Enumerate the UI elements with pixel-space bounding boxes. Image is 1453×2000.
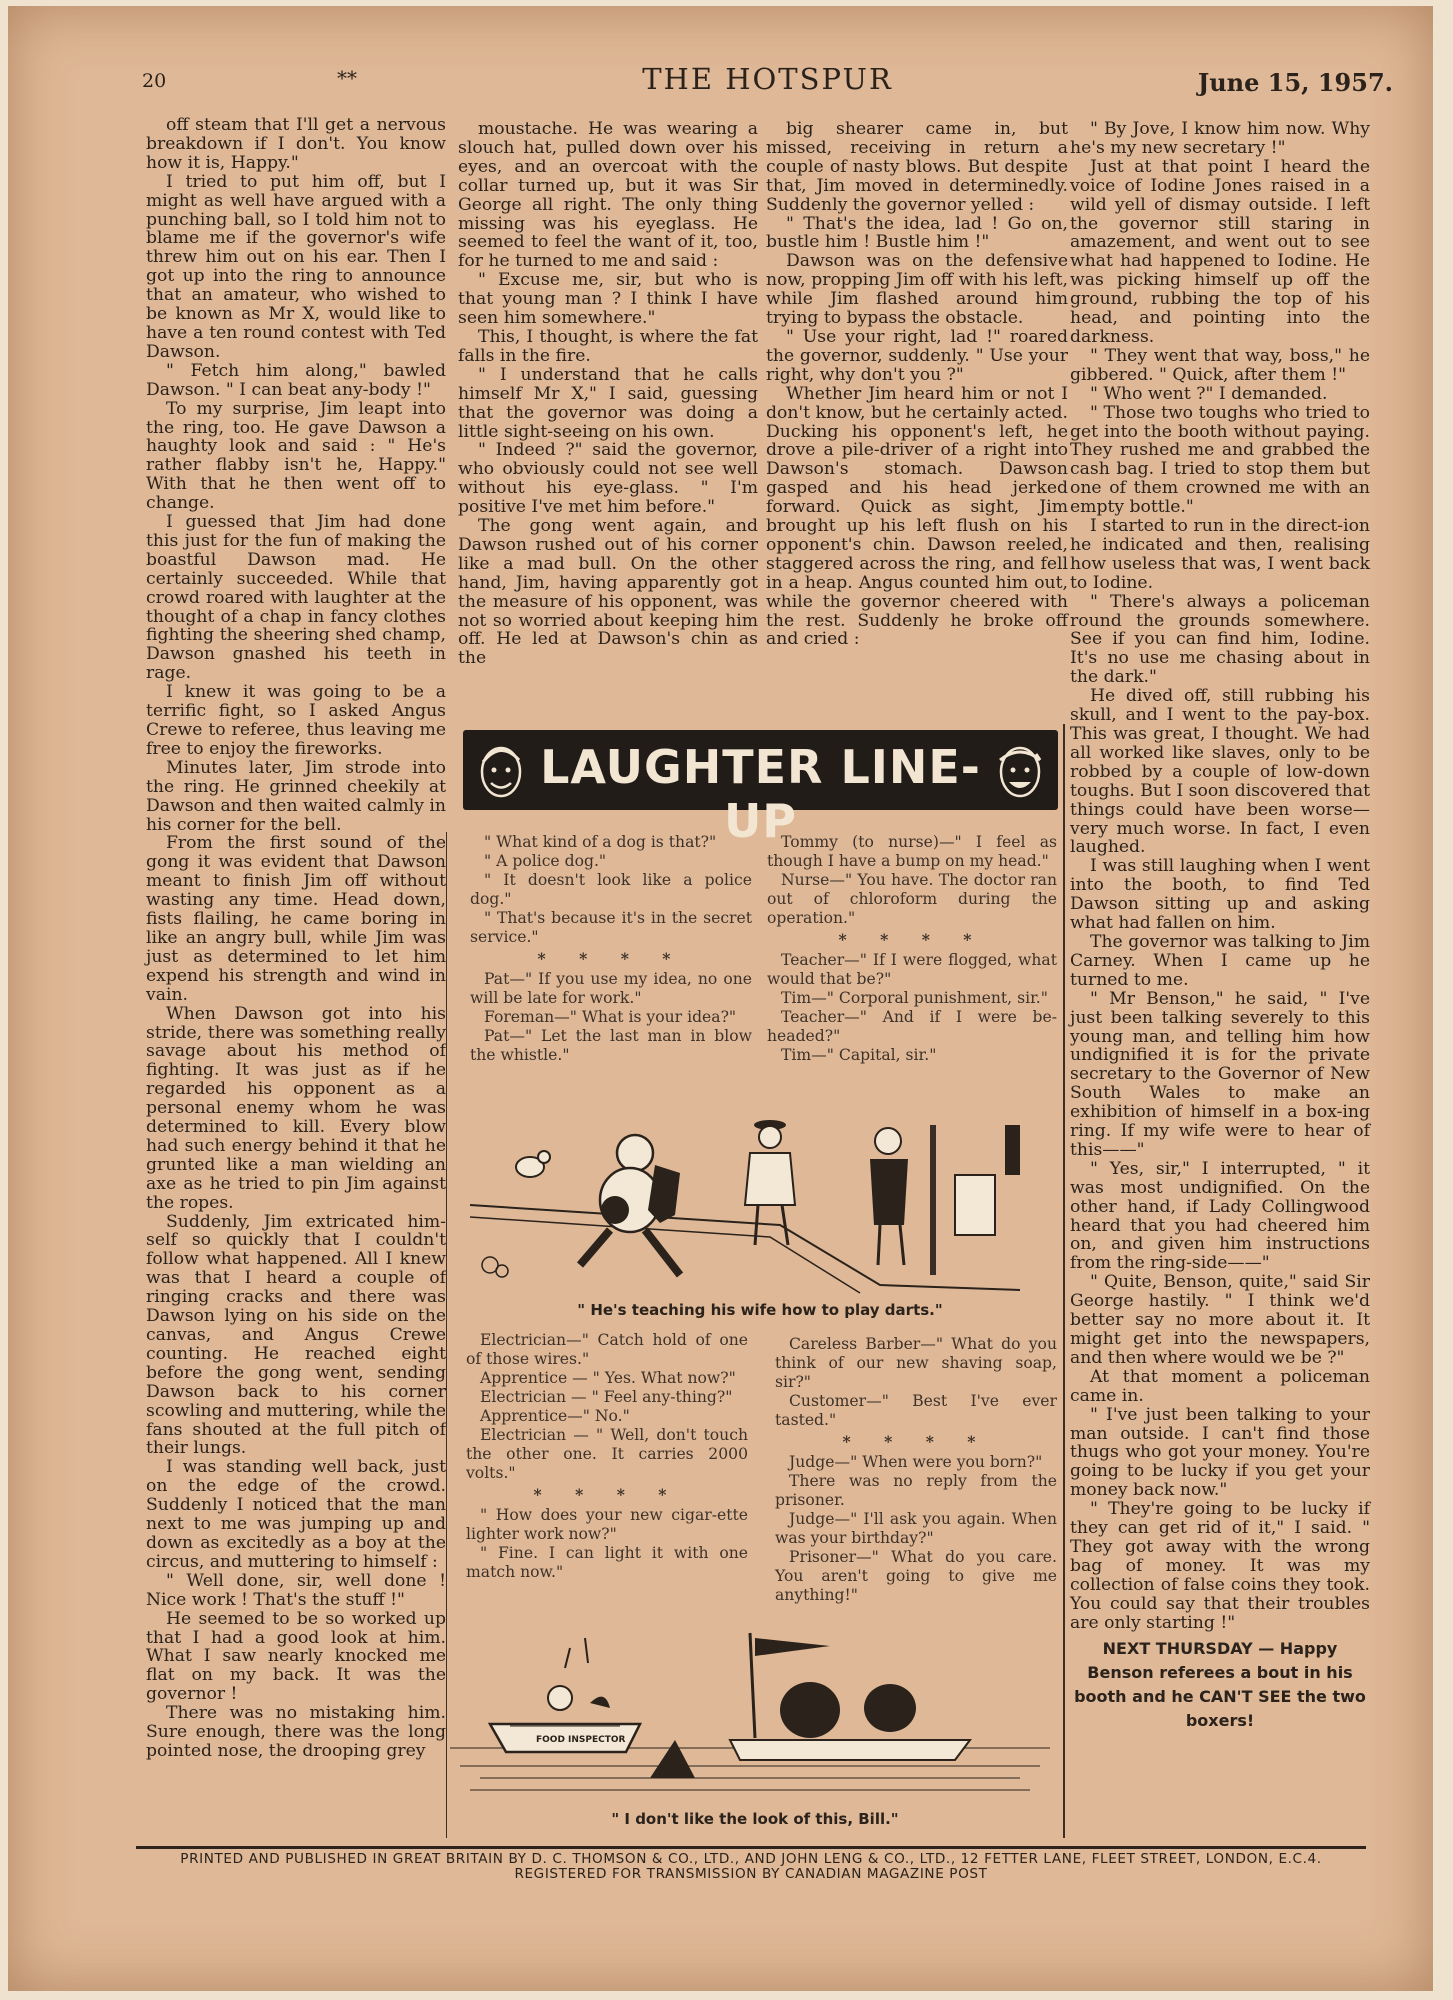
page-header xyxy=(142,62,1393,102)
paragraph: " Excuse me, sir, but who is that young man ? I think I have seen him somewhere." xyxy=(458,270,758,329)
paragraph: " By Jove, I know him now. Why he's my new secretary !" xyxy=(1070,119,1370,158)
paragraph: To my surprise, Jim leapt into the ring, too. He gave Dawson a haughty look and said : " He's rather flabby isn't he, Happy." With that he then went off to change. xyxy=(146,398,446,514)
bin-icon xyxy=(955,1175,995,1235)
cartoon-face-icon xyxy=(990,738,1050,802)
paragraph: Tim—" Capital, sir." xyxy=(781,1046,937,1064)
paragraph: Judge—" I'll ask you again. When was your birthday?" xyxy=(775,1510,1057,1547)
paragraph: Electrician—" Catch hold of one of those wires." xyxy=(466,1331,748,1368)
paragraph: " Fetch him along," bawled Dawson. " I can beat any-body !" xyxy=(146,360,446,400)
banner-title: LAUGHTER LINE-UP xyxy=(540,740,981,848)
header-stars: ** xyxy=(337,66,357,90)
paragraph: " What kind of a dog is that?" xyxy=(484,833,717,851)
paragraph: Customer—" Best I've ever tasted." xyxy=(775,1392,1057,1429)
paragraph: There was no mistaking him. Sure enough, there was the long pointed nose, the drooping grey xyxy=(146,1703,446,1761)
paragraph: Dawson was on the defensive now, propping Jim off with his left, while Jim flashed around him trying to bypass the obstacle. xyxy=(766,251,1068,329)
paragraph: Nurse—" You have. The doctor ran out of chloroform during the operation." xyxy=(767,871,1057,927)
paragraph: " Use your right, lad !" roared the governor, suddenly. " Use your right, why don't you ?" xyxy=(766,326,1068,385)
paragraph: " It doesn't look like a police dog." xyxy=(470,871,752,908)
paragraph: big shearer came in, but missed, receiving in return a couple of nasty blows. But despite that, Jim moved in determinedly. Suddenly the governor yelled : xyxy=(766,119,1068,215)
woman-icon xyxy=(870,1128,908,1265)
next-thursday-teaser: NEXT THURSDAY — Happy Benson referees a bout in his booth and he CAN'T SEE the two boxers! xyxy=(1074,1638,1366,1730)
column-divider xyxy=(446,832,447,1838)
paragraph: Tommy (to nurse)—" I feel as though I have a bump on my head." xyxy=(767,833,1057,870)
paragraph: At that moment a policeman came in. xyxy=(1070,1366,1370,1406)
raft-icon xyxy=(730,1633,970,1760)
jokes-right-top xyxy=(767,833,1057,1065)
knight-icon xyxy=(580,1135,680,1275)
paragraph: " A police dog." xyxy=(484,852,607,870)
paragraph: Judge—" When were you born?" xyxy=(789,1453,1043,1471)
paragraph: Pat—" Let the last man in blow the whistle." xyxy=(470,1027,752,1064)
paragraph: Teacher—" And if I were be-headed?" xyxy=(767,1008,1057,1045)
jokes-left-top xyxy=(470,833,752,1065)
paragraph: Suddenly, Jim extricated him-self so quickly that I couldn't follow what happened. All I knew was that I heard a couple of ringing cracks and there was Dawson lying on his side on the canvas, and Angus Crewe counting. He reached eight before the gong went, sending Dawson back to his corner scowling and muttering, while the fans shouted at the full pitch of their lungs. xyxy=(146,1211,446,1459)
paragraph: There was no reply from the prisoner. xyxy=(775,1472,1057,1509)
paragraph: " Yes, sir," I interrupted, " it was most undignified. On the other hand, if Lady Collingwood heard that you had cheered him on, and given him instructions from the ring-side——" xyxy=(1070,1158,1370,1274)
darts-cartoon xyxy=(460,1115,1060,1305)
paragraph: " I've just been talking to your man outside. I can't find those thugs who got your money. You're going to be lucky if you get your money back now." xyxy=(1070,1404,1370,1501)
paragraph: Tim—" Corporal punishment, sir." xyxy=(781,989,1048,1007)
boat-icon xyxy=(490,1686,640,1752)
joke-separator: * * * * xyxy=(533,1485,681,1504)
paragraph: " There's always a policeman round the grounds somewhere. See if you can find him, Iodine. It's no use me chasing about in the dark." xyxy=(1070,591,1370,688)
shark-boat-cartoon xyxy=(450,1628,1050,1808)
paragraph: " That's because it's in the secret service." xyxy=(470,909,752,946)
paragraph: The governor was talking to Jim Carney. When I came up he turned to me. xyxy=(1070,931,1370,990)
story-column-3 xyxy=(766,120,1068,649)
paragraph: " Those two toughs who tried to get into the booth without paying. They rushed me and grabbed the cash bag. I tried to stop them but one of them crowned me with an empty bottle." xyxy=(1070,402,1370,518)
paragraph: The gong went again, and Dawson rushed out of his corner like a mad bull. On the other hand, Jim, having apparently got the measure of his opponent, was not so worried about keeping him off. He led at Dawson's chin as the xyxy=(458,516,758,669)
paragraph: " Indeed ?" said the governor, who obviously could not see well without his eye-glass. " I'm positive I've met him before." xyxy=(458,440,758,518)
paragraph: Careless Barber—" What do you think of our new shaving soap, sir?" xyxy=(775,1335,1057,1391)
paragraph: I was still laughing when I went into the booth, to find Ted Dawson sitting up and asking what had fallen on him. xyxy=(1070,856,1370,934)
jokes-right-bottom xyxy=(775,1335,1057,1605)
man-icon xyxy=(745,1120,795,1245)
paragraph: " They're going to be lucky if they can get rid of it," I said. " They got away with the wrong bag of money. It was my collection of false coins they took. You could say that their troubles are only starting !" xyxy=(1070,1499,1370,1633)
paragraph: This, I thought, is where the fat falls in the fire. xyxy=(458,326,758,366)
story-column-4-body xyxy=(1070,120,1370,1633)
joke-separator: * * * * xyxy=(842,1432,990,1451)
story-column-4 xyxy=(1070,120,1370,1733)
paragraph: " I understand that he calls himself Mr X," I said, guessing that the governor was doing a little sight-seeing on his own. xyxy=(458,364,758,442)
story-column-2 xyxy=(458,120,758,668)
page-number: 20 xyxy=(142,70,167,92)
paragraph: Apprentice — " Yes. What now?" xyxy=(480,1369,736,1387)
shark-fin-icon xyxy=(650,1740,695,1778)
paragraph: off steam that I'll get a nervous breakdown if I don't. You know how it is, Happy." xyxy=(146,115,446,173)
paragraph: I started to run in the direct-ion he indicated and then, realising how useless that was, I went back to Iodine. xyxy=(1070,516,1370,593)
paragraph: Foreman—" What is your idea?" xyxy=(484,1008,737,1026)
svg-text:FOOD INSPECTOR: FOOD INSPECTOR xyxy=(536,1735,626,1745)
paragraph: He seemed to be so worked up that I had a good look at him. What I saw nearly knocked me flat on my back. It was the governor ! xyxy=(146,1608,446,1705)
publisher-footer: PRINTED AND PUBLISHED IN GREAT BRITAIN BY D. C. THOMSON & CO., LTD., AND JOHN LENG & CO., LTD., 12 FETTER LANE, FLEET STREET, LONDON, E.C.4. REGISTERED FOR TRANSMISSION BY CANADIAN MAGAZINE POST xyxy=(136,1846,1366,1882)
page-title: THE HOTSPUR xyxy=(642,62,893,96)
paragraph: Electrician — " Feel any-thing?" xyxy=(480,1388,733,1406)
joke-separator: * * * * xyxy=(537,949,685,968)
paragraph: moustache. He was wearing a slouch hat, pulled down over his eyes, and an overcoat with the collar turned up, but it was Sir George all right. The only thing missing was his eyeglass. He seemed to feel the want of it, too, for he turned to me and said : xyxy=(458,119,758,272)
paragraph: " Fine. I can light it with one match now." xyxy=(466,1544,748,1581)
paragraph: Just at that point I heard the voice of Iodine Jones raised in a wild yell of dismay outside. I left the governor still staring in amazement, and went out to see what had happened to Iodine. He was picking himself up off the ground, rubbing the top of his head, and pointing into the darkness. xyxy=(1070,156,1370,347)
paragraph: I tried to put him off, but I might as well have argued with a punching ball, so I told him not to blame me if the governor's wife threw him out on his ear. Then I got up into the ring to announce that an amateur, who wished to be known as Mr X, would like to have a ten round contest with Ted Dawson. xyxy=(146,171,446,362)
cartoon-face-icon xyxy=(471,738,531,802)
paragraph: Teacher—" If I were flogged, what would that be?" xyxy=(767,951,1057,988)
issue-date: June 15, 1957. xyxy=(1197,68,1393,97)
jokes-left-bottom xyxy=(466,1331,748,1582)
joke-separator: * * * * xyxy=(838,930,986,949)
story-column-1 xyxy=(146,116,446,1761)
paragraph: " How does your new cigar-ette lighter work now?" xyxy=(466,1506,748,1543)
paragraph: Whether Jim heard him or not I don't know, but he certainly acted. Ducking his opponent's left, he drove a pile-driver of a right into Dawson's stomach. Dawson gasped and his head jerked forward. Quick as sight, Jim brought up his left flush on his opponent's chin. Dawson reeled, staggered across the ring, and fell in a heap. Angus counted him out, while the governor cheered with the rest. Suddenly he broke off and cried : xyxy=(766,383,1068,650)
paragraph: I was standing well back, just on the edge of the crowd. Suddenly I noticed that the man next to me was jumping up and down as excitedly as a boy at the circus, and muttering to himself : xyxy=(146,1457,446,1572)
paragraph: Apprentice—" No." xyxy=(480,1407,630,1425)
paragraph: " That's the idea, lad ! Go on, bustle him ! Bustle him !" xyxy=(766,213,1068,253)
paragraph: He dived off, still rubbing his skull, and I went to the pay-box. This was great, I thought. We had all worked like slaves, only to be robbed by a couple of low-down toughs. But I soon discovered that things could have been worse—very much worse. In fact, I even laughed. xyxy=(1070,686,1370,858)
paragraph: " Mr Benson," he said, " I've just been talking severely to this young man, and telling him how undignified it is for the private secretary to the Governor of New South Wales to make an exhibition of himself in a box-ing ring. If my wife were to hear of this——" xyxy=(1070,988,1370,1160)
cartoon-caption-2: " I don't like the look of this, Bill." xyxy=(611,1810,899,1828)
cartoon-caption-1: " He's teaching his wife how to play darts." xyxy=(577,1301,943,1319)
paragraph: I guessed that Jim had done this just for the fun of making the boastful Dawson mad. He certainly succeeded. While that crowd roared with laughter at the thought of a chap in fancy clothes fighting the sheering shed champ, Dawson gnashed his teeth in rage. xyxy=(146,512,446,684)
lamp-post-icon xyxy=(930,1125,936,1275)
paragraph: " Who went ?" I demanded. xyxy=(1090,383,1328,404)
paragraph: When Dawson got into his stride, there was something really savage about his method of fighting. It was just as if he regarded his opponent as a personal enemy whom he was determined to kill. Every blow had such energy behind it that he grunted like a man wielding an axe as he tried to pin Jim against the ropes. xyxy=(146,1003,446,1213)
paragraph: Minutes later, Jim strode into the ring. He grinned cheekily at Dawson and then waited calmly in his corner for the bell. xyxy=(146,757,446,835)
paragraph: I knew it was going to be a terrific fight, so I asked Angus Crewe to referee, thus leaving me free to enjoy the fireworks. xyxy=(146,682,446,759)
paragraph: " Well done, sir, well done ! Nice work ! That's the stuff !" xyxy=(146,1570,446,1610)
paragraph: Prisoner—" What do you care. You aren't going to give me anything!" xyxy=(775,1548,1057,1604)
column-divider xyxy=(1063,724,1065,1838)
paragraph: " Quite, Benson, quite," said Sir George hastily. " I think we'd better say no more about it. It might get into the newspapers, and then where would we be ?" xyxy=(1070,1272,1370,1368)
paragraph: From the first sound of the gong it was evident that Dawson meant to finish Jim off without wasting any time. Head down, fists flailing, he came boring in like an angry bull, while Jim was just as determined to let him expend his strength and wind in vain. xyxy=(146,833,446,1005)
paragraph: Pat—" If you use my idea, no one will be late for work." xyxy=(470,970,752,1007)
paragraph: Electrician — " Well, don't touch the other one. It carries 2000 volts." xyxy=(466,1426,748,1482)
paragraph: " They went that way, boss," he gibbered. " Quick, after them !" xyxy=(1070,345,1370,385)
